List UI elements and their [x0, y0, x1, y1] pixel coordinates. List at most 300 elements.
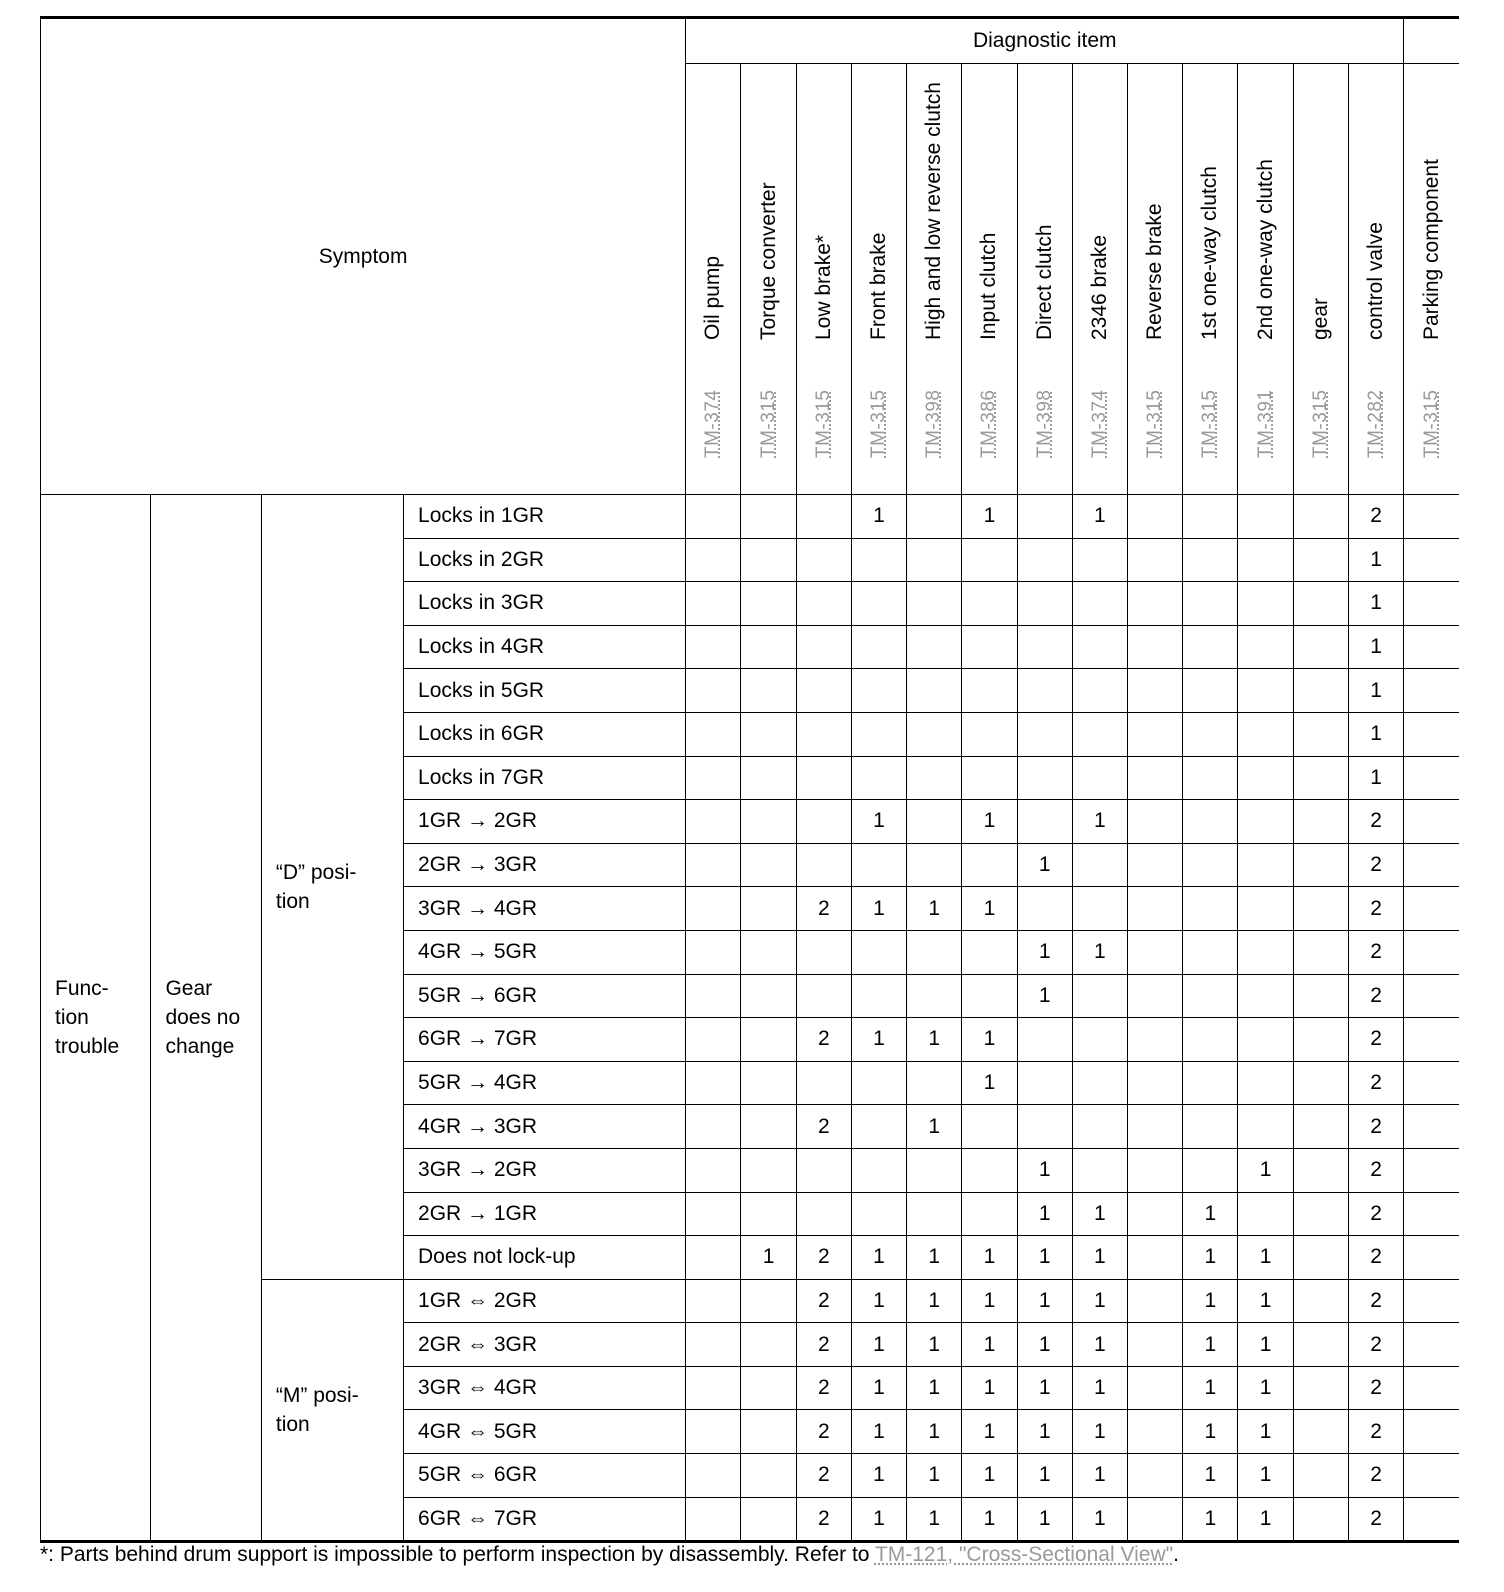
column-header	[1293, 64, 1348, 495]
symptom-cell: Locks in 6GR	[404, 712, 686, 756]
value-cell: 1	[1183, 1497, 1238, 1542]
value-cell	[1183, 1148, 1238, 1192]
value-cell	[1293, 930, 1348, 974]
value-cell: 1	[851, 1410, 906, 1454]
symptom-cell: Locks in 1GR	[404, 495, 686, 539]
value-cell: 1	[907, 1279, 962, 1323]
value-cell	[796, 843, 851, 887]
value-cell	[1238, 1061, 1293, 1105]
column-ref-link[interactable]: TM-315	[1309, 389, 1331, 458]
value-cell: 1	[1017, 930, 1072, 974]
symptom-cell: Locks in 7GR	[404, 756, 686, 800]
footnote-end: .	[1173, 1543, 1179, 1567]
value-cell: 1	[1017, 1192, 1072, 1236]
column-ref-link[interactable]: TM-315	[812, 389, 834, 458]
symptom-cell: 1GR ⇔ 2GR	[404, 1279, 686, 1323]
value-cell	[686, 1061, 741, 1105]
value-cell	[741, 1410, 796, 1454]
value-cell	[741, 669, 796, 713]
value-cell	[741, 538, 796, 582]
column-ref-link[interactable]: TM-315	[1420, 389, 1442, 458]
column-header-label: Input clutch	[977, 232, 1001, 340]
value-cell	[1238, 800, 1293, 844]
column-header-wrap	[907, 64, 961, 494]
value-cell	[851, 582, 906, 626]
column-header	[1017, 64, 1072, 495]
value-cell: 1	[1017, 1148, 1072, 1192]
value-cell	[1128, 887, 1183, 931]
value-cell	[1017, 495, 1072, 539]
value-cell	[1183, 495, 1238, 539]
column-ref-link[interactable]: TM-398	[1033, 389, 1055, 458]
value-cell	[907, 1148, 962, 1192]
value-cell	[1072, 1061, 1127, 1105]
value-cell	[1293, 1323, 1348, 1367]
value-cell	[1293, 582, 1348, 626]
value-cell	[1293, 800, 1348, 844]
value-cell	[1183, 800, 1238, 844]
value-cell	[741, 1323, 796, 1367]
value-cell	[962, 930, 1017, 974]
column-header	[686, 64, 741, 495]
column-header	[1128, 64, 1183, 495]
value-cell: 2	[1348, 1236, 1403, 1280]
value-cell: 2	[1348, 1410, 1403, 1454]
value-cell	[1293, 669, 1348, 713]
value-cell: 1	[1072, 1454, 1127, 1498]
column-header-wrap	[852, 64, 906, 494]
value-cell	[851, 669, 906, 713]
value-cell	[962, 974, 1017, 1018]
value-cell: 1	[1238, 1148, 1293, 1192]
column-header-label: Front brake	[867, 232, 891, 340]
footnote-text: *: Parts behind drum support is impossible to perform inspection by disassembly. Refer to	[40, 1543, 875, 1567]
column-header-wrap	[962, 64, 1016, 494]
value-cell: 1	[962, 1497, 1017, 1542]
value-cell	[1238, 1018, 1293, 1062]
value-cell	[1128, 1018, 1183, 1062]
value-cell: 1	[1072, 1366, 1127, 1410]
value-cell: 1	[851, 1279, 906, 1323]
value-cell	[1017, 800, 1072, 844]
value-cell	[741, 887, 796, 931]
value-cell	[907, 712, 962, 756]
column-ref-link[interactable]: TM-391	[1254, 389, 1276, 458]
value-cell	[1404, 974, 1459, 1018]
value-cell	[1072, 887, 1127, 931]
value-cell	[1183, 625, 1238, 669]
header-row-1	[41, 18, 1460, 64]
value-cell	[1128, 625, 1183, 669]
value-cell	[1238, 1105, 1293, 1149]
symptom-cell: 5GR ⇔ 6GR	[404, 1454, 686, 1498]
value-cell	[851, 974, 906, 1018]
value-cell	[796, 669, 851, 713]
value-cell	[1072, 756, 1127, 800]
value-cell	[1072, 1148, 1127, 1192]
value-cell	[1404, 582, 1459, 626]
column-ref-link[interactable]: TM-315	[868, 389, 890, 458]
value-cell	[1238, 843, 1293, 887]
value-cell	[741, 1105, 796, 1149]
column-header-label: Torque converter	[756, 182, 780, 340]
value-cell: 1	[962, 1323, 1017, 1367]
value-cell	[1128, 1105, 1183, 1149]
value-cell	[1128, 756, 1183, 800]
value-cell: 2	[1348, 800, 1403, 844]
value-cell: 1	[1348, 669, 1403, 713]
column-header	[1183, 64, 1238, 495]
column-ref-link[interactable]: TM-315	[1199, 389, 1221, 458]
value-cell: 1	[1183, 1279, 1238, 1323]
value-cell	[1404, 1105, 1459, 1149]
value-cell	[1238, 756, 1293, 800]
value-cell	[1404, 1366, 1459, 1410]
diagnostic-item-header: Diagnostic item	[686, 18, 1404, 64]
value-cell	[1238, 974, 1293, 1018]
value-cell	[686, 1148, 741, 1192]
value-cell	[1128, 1497, 1183, 1542]
category-cell: Func- tion trouble	[41, 495, 151, 1542]
value-cell	[907, 669, 962, 713]
value-cell: 1	[1017, 1497, 1072, 1542]
header-blank	[1404, 18, 1459, 64]
value-cell	[1404, 1323, 1459, 1367]
column-header-wrap	[1294, 64, 1348, 494]
column-ref-link[interactable]: TM-374	[1088, 389, 1110, 458]
value-cell: 2	[796, 887, 851, 931]
value-cell	[686, 625, 741, 669]
m-position-cell: “M” posi- tion	[261, 1279, 403, 1542]
value-cell: 1	[1072, 930, 1127, 974]
value-cell: 1	[1183, 1236, 1238, 1280]
value-cell	[851, 930, 906, 974]
value-cell	[741, 1148, 796, 1192]
column-header	[796, 64, 851, 495]
symptom-cell: 3GR → 4GR	[404, 887, 686, 931]
value-cell	[851, 843, 906, 887]
symptom-cell: 3GR ⇔ 4GR	[404, 1366, 686, 1410]
value-cell	[907, 538, 962, 582]
column-ref-link[interactable]: TM-315	[757, 389, 779, 458]
column-ref-link[interactable]: TM-398	[923, 389, 945, 458]
value-cell: 1	[907, 1454, 962, 1498]
value-cell: 2	[796, 1105, 851, 1149]
value-cell: 1	[851, 800, 906, 844]
value-cell	[1128, 843, 1183, 887]
value-cell	[741, 930, 796, 974]
value-cell	[1404, 1192, 1459, 1236]
value-cell	[907, 930, 962, 974]
value-cell: 2	[796, 1410, 851, 1454]
column-header-wrap	[741, 64, 795, 494]
value-cell: 1	[1072, 800, 1127, 844]
value-cell	[1293, 1148, 1348, 1192]
value-cell: 1	[741, 1236, 796, 1280]
value-cell: 1	[1072, 1279, 1127, 1323]
column-header-label: Reverse brake	[1143, 203, 1167, 340]
value-cell	[907, 625, 962, 669]
value-cell	[796, 495, 851, 539]
value-cell	[1128, 1410, 1183, 1454]
value-cell	[1404, 712, 1459, 756]
value-cell	[741, 756, 796, 800]
value-cell: 1	[851, 1454, 906, 1498]
footnote	[40, 1543, 1459, 1567]
value-cell	[686, 930, 741, 974]
column-header-wrap	[686, 64, 740, 494]
value-cell	[1404, 1061, 1459, 1105]
value-cell	[1404, 669, 1459, 713]
value-cell: 2	[1348, 843, 1403, 887]
value-cell	[1238, 669, 1293, 713]
column-header-label: Direct clutch	[1032, 224, 1056, 340]
value-cell	[1017, 1105, 1072, 1149]
value-cell: 1	[962, 1061, 1017, 1105]
value-cell	[686, 1323, 741, 1367]
value-cell	[1404, 1236, 1459, 1280]
value-cell	[1404, 538, 1459, 582]
value-cell	[1072, 582, 1127, 626]
column-header-label: High and low reverse clutch	[922, 82, 946, 340]
value-cell	[1183, 756, 1238, 800]
value-cell: 2	[1348, 1454, 1403, 1498]
value-cell	[741, 582, 796, 626]
value-cell	[1293, 1236, 1348, 1280]
value-cell	[686, 756, 741, 800]
value-cell: 2	[1348, 930, 1403, 974]
value-cell: 1	[1017, 1236, 1072, 1280]
value-cell	[907, 495, 962, 539]
value-cell	[962, 625, 1017, 669]
value-cell: 1	[1348, 538, 1403, 582]
value-cell: 1	[962, 1410, 1017, 1454]
value-cell	[1293, 756, 1348, 800]
column-ref-link[interactable]: TM-386	[978, 389, 1000, 458]
value-cell	[962, 582, 1017, 626]
value-cell	[686, 1105, 741, 1149]
value-cell	[741, 1061, 796, 1105]
value-cell	[796, 582, 851, 626]
value-cell	[741, 1279, 796, 1323]
value-cell	[1293, 887, 1348, 931]
value-cell: 1	[1238, 1454, 1293, 1498]
value-cell	[1128, 1148, 1183, 1192]
value-cell	[1404, 1410, 1459, 1454]
value-cell	[1017, 1018, 1072, 1062]
value-cell	[686, 843, 741, 887]
value-cell: 1	[1072, 1497, 1127, 1542]
column-header-label: Parking component	[1419, 159, 1443, 340]
value-cell	[796, 538, 851, 582]
value-cell	[1183, 1105, 1238, 1149]
value-cell: 2	[1348, 1279, 1403, 1323]
symptom-header: Symptom	[41, 18, 686, 495]
value-cell	[1128, 538, 1183, 582]
value-cell	[1404, 887, 1459, 931]
value-cell	[1404, 800, 1459, 844]
symptom-cell: 4GR → 5GR	[404, 930, 686, 974]
value-cell	[796, 1148, 851, 1192]
value-cell	[851, 1192, 906, 1236]
value-cell: 1	[1348, 625, 1403, 669]
symptom-cell: 4GR ⇔ 5GR	[404, 1410, 686, 1454]
value-cell	[686, 1366, 741, 1410]
value-cell	[686, 712, 741, 756]
value-cell	[907, 800, 962, 844]
value-cell	[686, 1279, 741, 1323]
symptom-cell: 6GR → 7GR	[404, 1018, 686, 1062]
value-cell: 1	[907, 1236, 962, 1280]
value-cell: 1	[962, 495, 1017, 539]
value-cell	[1293, 974, 1348, 1018]
value-cell: 2	[796, 1279, 851, 1323]
value-cell	[1404, 625, 1459, 669]
value-cell	[1404, 1279, 1459, 1323]
symptom-cell: 5GR → 4GR	[404, 1061, 686, 1105]
value-cell: 2	[796, 1366, 851, 1410]
value-cell	[1404, 843, 1459, 887]
column-header-label: Low brake*	[811, 234, 835, 340]
symptom-cell: 2GR ⇔ 3GR	[404, 1323, 686, 1367]
value-cell	[1017, 625, 1072, 669]
value-cell	[1404, 1454, 1459, 1498]
symptom-cell: 6GR ⇔ 7GR	[404, 1497, 686, 1542]
value-cell	[1017, 1061, 1072, 1105]
column-ref-link[interactable]: TM-315	[1144, 389, 1166, 458]
value-cell	[962, 1192, 1017, 1236]
value-cell: 2	[1348, 1061, 1403, 1105]
value-cell: 1	[1072, 1236, 1127, 1280]
column-header-wrap	[1183, 64, 1237, 494]
value-cell	[1183, 887, 1238, 931]
value-cell: 1	[1348, 582, 1403, 626]
value-cell	[686, 1192, 741, 1236]
value-cell: 1	[851, 887, 906, 931]
value-cell	[1072, 712, 1127, 756]
value-cell	[741, 712, 796, 756]
value-cell	[686, 887, 741, 931]
value-cell: 1	[907, 1410, 962, 1454]
column-header-label: control valve	[1364, 222, 1388, 340]
footnote-link[interactable]: TM-121, "Cross-Sectional View"	[874, 1543, 1174, 1567]
value-cell	[962, 756, 1017, 800]
subcategory-cell: Gear does no change	[151, 495, 261, 1542]
value-cell: 1	[962, 800, 1017, 844]
value-cell: 1	[851, 1323, 906, 1367]
value-cell: 1	[1238, 1410, 1293, 1454]
value-cell	[686, 1236, 741, 1280]
value-cell	[686, 1018, 741, 1062]
value-cell: 1	[1348, 756, 1403, 800]
value-cell: 1	[1017, 1410, 1072, 1454]
value-cell	[1238, 538, 1293, 582]
value-cell	[1128, 1366, 1183, 1410]
value-cell: 1	[1238, 1366, 1293, 1410]
value-cell	[1072, 843, 1127, 887]
value-cell: 1	[1238, 1497, 1293, 1542]
value-cell	[962, 843, 1017, 887]
value-cell: 1	[1017, 1279, 1072, 1323]
value-cell: 1	[962, 1366, 1017, 1410]
value-cell: 1	[1183, 1454, 1238, 1498]
value-cell	[1293, 1410, 1348, 1454]
column-header-wrap	[1018, 64, 1072, 494]
value-cell: 1	[1183, 1410, 1238, 1454]
value-cell	[741, 1366, 796, 1410]
value-cell	[1404, 930, 1459, 974]
value-cell	[686, 1410, 741, 1454]
value-cell	[796, 974, 851, 1018]
value-cell	[1183, 538, 1238, 582]
value-cell	[1293, 1018, 1348, 1062]
value-cell: 1	[1072, 1410, 1127, 1454]
value-cell	[1183, 974, 1238, 1018]
value-cell	[851, 1148, 906, 1192]
symptom-cell: 1GR → 2GR	[404, 800, 686, 844]
value-cell: 1	[1072, 1192, 1127, 1236]
d-position-cell: “D” posi- tion	[261, 495, 403, 1280]
value-cell	[796, 756, 851, 800]
value-cell: 1	[907, 1497, 962, 1542]
column-header	[1072, 64, 1127, 495]
symptom-cell: Locks in 3GR	[404, 582, 686, 626]
value-cell	[1072, 1105, 1127, 1149]
value-cell: 2	[1348, 974, 1403, 1018]
column-header-label: 2346 brake	[1087, 234, 1111, 340]
value-cell	[907, 582, 962, 626]
symptom-cell: Locks in 4GR	[404, 625, 686, 669]
value-cell: 1	[1238, 1236, 1293, 1280]
value-cell	[907, 974, 962, 1018]
value-cell	[1183, 1018, 1238, 1062]
value-cell	[851, 756, 906, 800]
column-ref-link[interactable]: TM-282	[1365, 389, 1387, 458]
value-cell	[1404, 1018, 1459, 1062]
value-cell	[1293, 625, 1348, 669]
value-cell	[796, 930, 851, 974]
column-header	[741, 64, 796, 495]
value-cell: 1	[962, 1279, 1017, 1323]
value-cell: 1	[1017, 843, 1072, 887]
value-cell	[907, 843, 962, 887]
column-ref-link[interactable]: TM-374	[702, 389, 724, 458]
value-cell	[1017, 712, 1072, 756]
symptom-cell: Does not lock-up	[404, 1236, 686, 1280]
symptom-cell: Locks in 5GR	[404, 669, 686, 713]
symptom-cell: 2GR → 3GR	[404, 843, 686, 887]
value-cell	[1128, 1192, 1183, 1236]
value-cell: 1	[907, 1105, 962, 1149]
value-cell	[796, 800, 851, 844]
value-cell	[1128, 1061, 1183, 1105]
diagnostic-table	[40, 16, 1459, 1543]
symptom-cell: 2GR → 1GR	[404, 1192, 686, 1236]
value-cell	[962, 538, 1017, 582]
value-cell: 2	[1348, 1366, 1403, 1410]
value-cell: 1	[851, 1366, 906, 1410]
value-cell: 1	[907, 1323, 962, 1367]
value-cell	[741, 1454, 796, 1498]
value-cell: 2	[1348, 887, 1403, 931]
value-cell	[1072, 974, 1127, 1018]
value-cell	[1238, 887, 1293, 931]
value-cell: 2	[1348, 1192, 1403, 1236]
value-cell	[741, 1497, 796, 1542]
value-cell: 2	[1348, 1148, 1403, 1192]
value-cell: 1	[1238, 1279, 1293, 1323]
value-cell: 1	[1183, 1366, 1238, 1410]
